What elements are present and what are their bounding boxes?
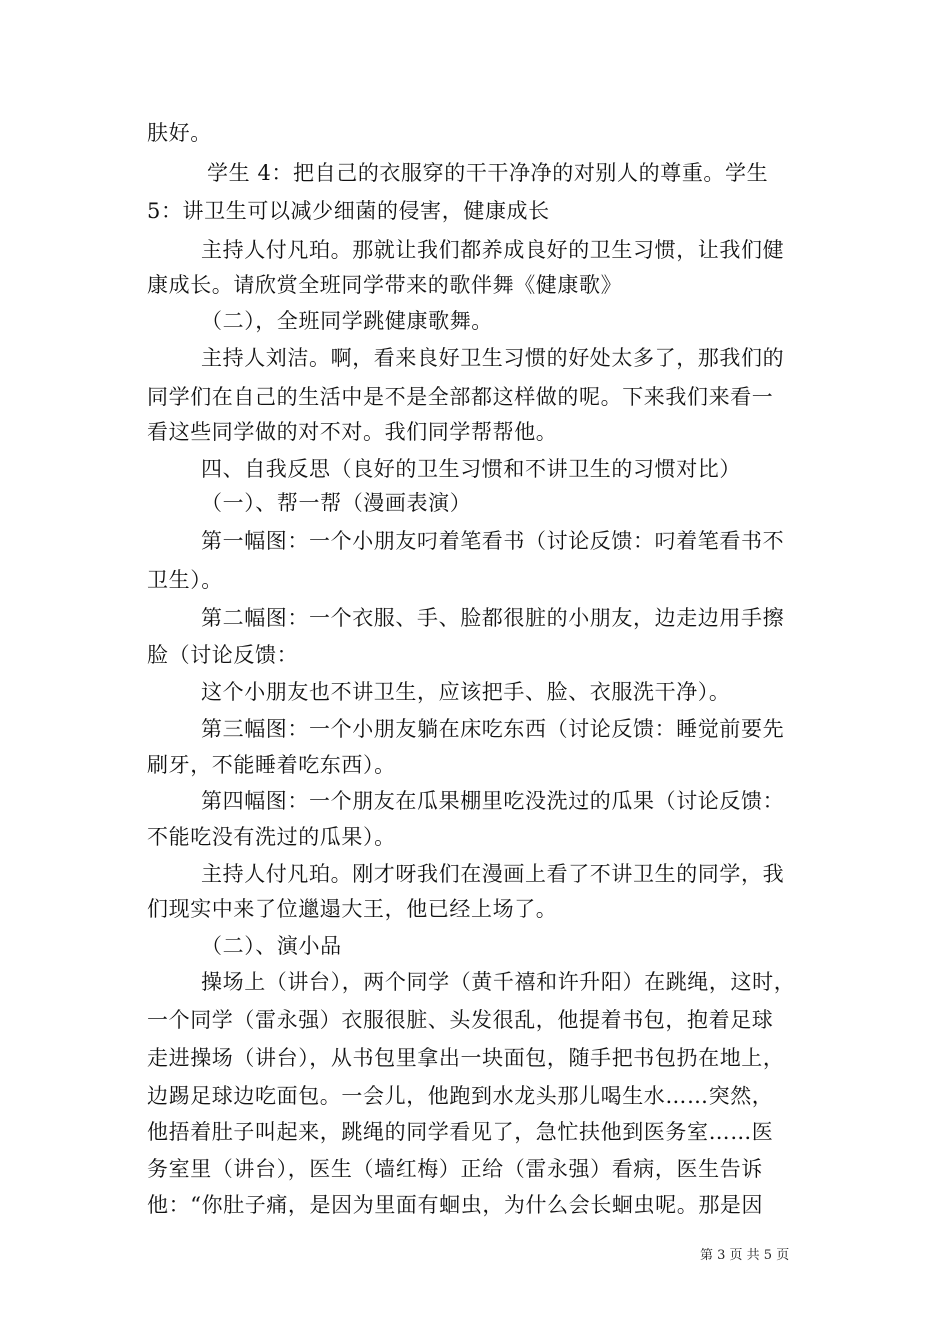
text-line: 第三幅图：一个小朋友躺在床吃东西（讨论反馈：睡觉前要先 <box>201 717 785 741</box>
text-line: 他捂着肚子叫起来，跳绳的同学看见了，急忙扶他到医务室……医 <box>147 1120 774 1144</box>
text-line: （二）、演小品 <box>201 934 342 958</box>
text-line: 一个同学（雷永强）衣服很脏、头发很乱，他提着书包，抱着足球 <box>147 1008 774 1032</box>
text-line: 操场上（讲台），两个同学（黄千禧和许升阳）在跳绳，这时， <box>201 970 796 994</box>
text-line: 务室里（讲台），医生（墙红梅）正给（雷永强）看病，医生告诉 <box>147 1157 763 1181</box>
page-number: 第 3 页 共 5 页 <box>700 1248 790 1263</box>
text-line: 们现实中来了位邋遢大王，他已经上场了。 <box>147 897 558 921</box>
text-line: 这个小朋友也不讲卫生，应该把手、脸、衣服洗干净）。 <box>201 680 731 704</box>
text-line: 学生 4：把自己的衣服穿的干干净净的对别人的尊重。学生 <box>207 161 769 185</box>
text-line: 不能吃没有洗过的瓜果）。 <box>147 825 396 849</box>
text-line: 他：“你肚子痛，是因为里面有蛔虫，为什么会长蛔虫呢。那是因 <box>147 1193 764 1217</box>
text-line: 走进操场（讲台），从书包里拿出一块面包，随手把书包扔在地上， <box>147 1046 785 1070</box>
text-line: 边踢足球边吃面包。一会儿，他跑到水龙头那儿喝生水……突然， <box>147 1084 774 1108</box>
text-line: 肤好。 <box>147 121 212 145</box>
text-line: 卫生）。 <box>147 568 223 592</box>
text-line: 看这些同学做的对不对。我们同学帮帮他。 <box>147 420 558 444</box>
text-line: 主持人付凡珀。那就让我们都养成良好的卫生习惯，让我们健 <box>201 238 785 262</box>
text-line: 第二幅图：一个衣服、手、脸都很脏的小朋友，边走边用手擦 <box>201 606 785 630</box>
text-line: 第四幅图：一个朋友在瓜果棚里吃没洗过的瓜果（讨论反馈： <box>201 789 785 813</box>
text-line: 第一幅图：一个小朋友叼着笔看书（讨论反馈：叼着笔看书不 <box>201 529 785 553</box>
text-line: （一）、帮一帮（漫画表演） <box>201 491 472 515</box>
text-line: 5：讲卫生可以减少细菌的侵害，健康成长 <box>147 199 550 223</box>
text-line: 脸（讨论反馈： <box>147 643 299 667</box>
text-line: 同学们在自己的生活中是不是全部都这样做的呢。下来我们来看一 <box>147 385 774 409</box>
text-line: 主持人付凡珀。刚才呀我们在漫画上看了不讲卫生的同学，我 <box>201 862 785 886</box>
text-line: 康成长。请欣赏全班同学带来的歌伴舞《健康歌》 <box>147 273 623 297</box>
text-line: （二），全班同学跳健康歌舞。 <box>201 309 493 333</box>
text-line: 刷牙，不能睡着吃东西）。 <box>147 753 396 777</box>
text-line: 主持人刘洁。啊，看来良好卫生习惯的好处太多了，那我们的 <box>201 346 785 370</box>
text-line: 四、自我反思（良好的卫生习惯和不讲卫生的习惯对比） <box>201 457 741 481</box>
